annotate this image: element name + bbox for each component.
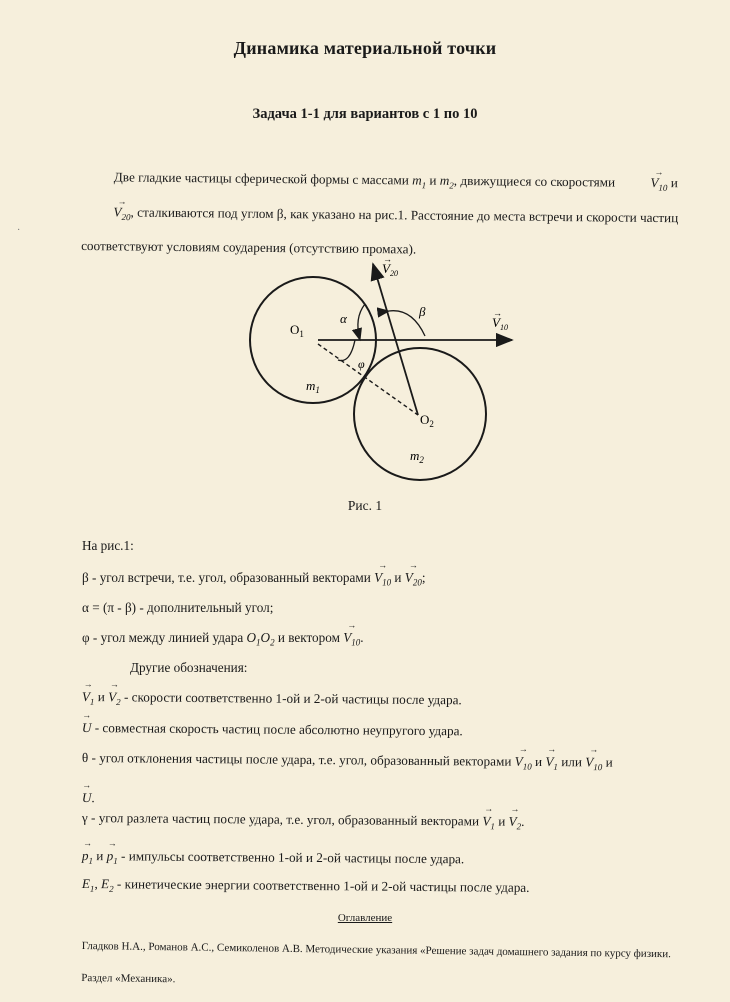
intro-and: и: [429, 172, 437, 188]
label-m2: $m_2$: [410, 448, 424, 465]
intro-and-2: и: [670, 175, 678, 191]
label-v10-arrow: →: [493, 308, 502, 318]
other-u-end: → U.: [82, 790, 95, 806]
label-phi: φ: [358, 357, 365, 371]
footer-reference: Гладков Н.А., Романов А.С., Семиколенов А.В. Методические указания «Решение задач домашнего задания по курсу физики. Раздел «Механика».: [81, 939, 672, 986]
vector-v10: → $V_{10}$: [618, 168, 667, 203]
label-v10: $V_{10}$: [492, 315, 508, 332]
page-title: Динамика материальной точки: [233, 38, 497, 58]
label-v20-arrow: →: [383, 254, 392, 264]
other-gamma: γ - угол разлета частиц после удара, т.е. угол, образованный векторами → $V_1$ $и \to V_2$.: [82, 810, 525, 832]
other-v: → $V_1$ $и \to V_2$ - скорости соответственно 1-ой и 2-ой частицы после удара.: [82, 689, 462, 710]
alpha-arc: [358, 304, 365, 340]
def-phi: φ - угол между линией удара $O_1O_2$ и вектором → $V_{10}$.: [82, 630, 364, 648]
other-e: $E_1$, $E_2$ - кинетические энергии соответственно 1-ой и 2-ой частицы после удара.: [81, 876, 530, 895]
other-p: → $p_1$ $и \to p_1$ - импульсы соответственно 1-ой и 2-ой частицы после удара.: [82, 848, 464, 869]
mass-m1: $m_1$: [412, 172, 427, 191]
phi-arc: [338, 340, 355, 361]
label-alpha: α: [340, 311, 347, 326]
toc-link[interactable]: Оглавление: [337, 912, 393, 924]
label-o1: $O_1$: [290, 322, 304, 339]
other-heading: Другие обозначения:: [130, 660, 248, 675]
def-alpha: α = (π - β) - дополнительный угол;: [82, 600, 274, 615]
defs-heading: На рис.1:: [82, 538, 134, 553]
margin-mark: ·: [17, 225, 21, 236]
other-u: → U - совместная скорость частиц после абсолютно неупругого удара.: [82, 720, 463, 739]
figure-caption: Рис. 1: [347, 498, 383, 513]
other-theta: θ - угол отклонения частицы после удара, т.е. угол, образованный векторами → $V_{10}$ $и \to V_1$ или → $V_{10}$ и: [82, 750, 613, 772]
vector-v20: → $V_{20}$: [81, 197, 130, 232]
impact-line: [318, 344, 418, 415]
def-beta: β - угол встречи, т.е. угол, образованный векторами → $V_{10}$ $и \to V_{20}$;: [82, 570, 426, 588]
intro-text-1: Две гладкие частицы сферической формы с массами: [113, 169, 409, 188]
label-beta: β: [419, 304, 426, 319]
mass-m2: $m_2$: [439, 172, 454, 191]
label-m1: $m_1$: [306, 378, 320, 395]
intro-text-2: , движущиеся со скоростями: [453, 172, 616, 190]
label-v20: $V_{20}$: [382, 261, 398, 278]
task-subtitle: Задача 1-1 для вариантов с 1 по 10: [252, 106, 478, 122]
intro-text-3: , сталкиваются под углом β, как указано на рис.1. Расстояние до места встречи и скорости частиц соответствуют условиям соударения (отсутствию промаха).: [81, 204, 679, 257]
label-o2: $O_2$: [420, 412, 434, 429]
